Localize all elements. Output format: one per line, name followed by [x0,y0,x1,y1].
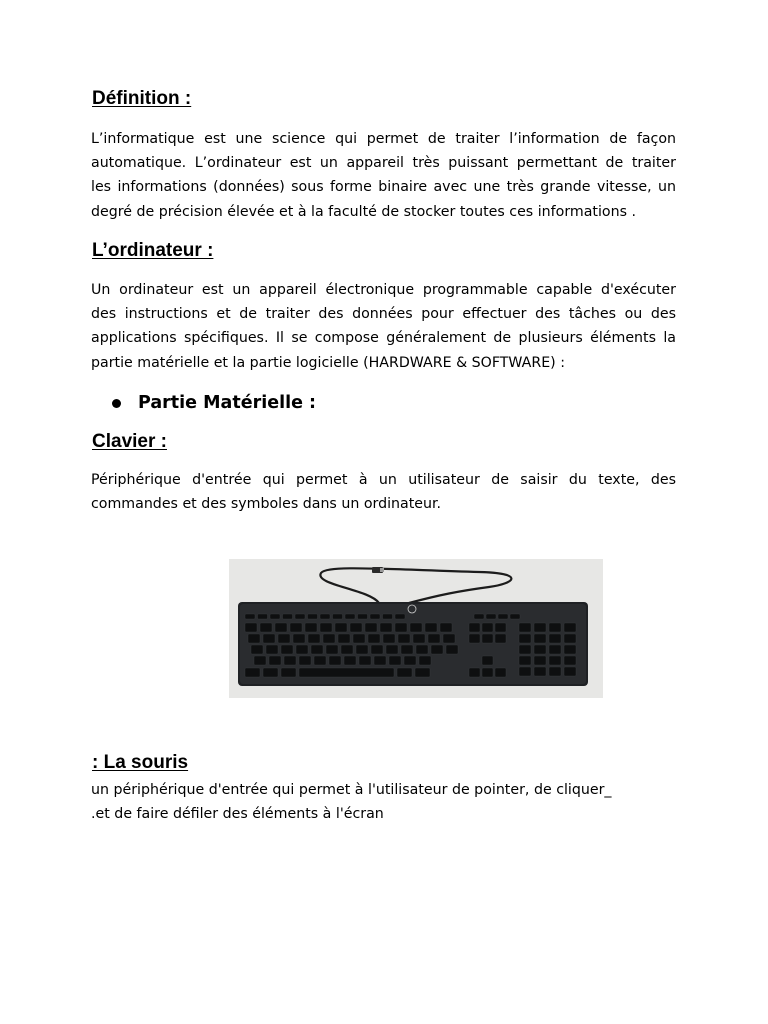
souris-line-1: un périphérique d'entrée qui permet à l'utilisateur de pointer, de cliquer_ [91,782,612,798]
ordinateur-line-2: des instructions et de traiter des données pour effectuer des tâches ou des [91,306,676,323]
keyboard-key [266,645,278,654]
keyboard-key [549,634,561,643]
ordinateur-line-4: partie matérielle et la partie logicielle (HARDWARE & SOFTWARE) : [91,354,565,371]
keyboard-key [333,614,343,619]
clavier-line-1: Périphérique d'entrée qui permet à un utilisateur de saisir du texte, des [91,472,676,488]
keyboard-key [486,614,496,619]
keyboard-key [380,623,392,632]
ordinateur-heading: L’ordinateur : [92,240,214,261]
keyboard-key [290,623,302,632]
keyboard-key [350,623,362,632]
keyboard-key [482,656,493,665]
keyboard-key [353,634,365,643]
keyboard-key [519,634,531,643]
keyboard-key [314,656,326,665]
clavier-heading: Clavier : [92,431,167,452]
keyboard-key [320,614,330,619]
keyboard-key [564,656,576,665]
bullet-dot-icon [112,399,121,408]
keyboard-key [245,668,260,677]
clavier-line-2: commandes et des symboles dans un ordinateur. [91,496,442,513]
keyboard-key [413,634,425,643]
keyboard-key [295,614,305,619]
keyboard-key [395,614,405,619]
keyboard-key [495,623,506,632]
keyboard-key [365,623,377,632]
keyboard-key [358,614,368,619]
keyboard-key [482,634,493,643]
keyboard-key [469,634,480,643]
keyboard-key [401,645,413,654]
keyboard-key [254,656,266,665]
definition-line-4: degré de précision élevée et à la faculté de stocker toutes ces informations . [91,203,637,220]
keyboard-key [245,614,255,619]
keyboard-key [299,656,311,665]
partie-materielle-bullet [112,390,316,416]
keyboard-key [482,623,493,632]
keyboard-key [443,634,455,643]
partie-materielle-label: Partie Matérielle : [138,393,317,413]
keyboard-key [564,667,576,676]
keyboard-key [549,656,561,665]
keyboard-key [534,623,546,632]
keyboard-key [564,623,576,632]
keyboard-key [495,668,506,677]
definition-line-2: automatique. L’ordinateur est un appareil très puissant permettant de traiter [91,155,676,172]
keyboard-key [251,645,263,654]
keyboard-key [258,614,268,619]
keyboard-key [549,623,561,632]
keyboard-key [425,623,437,632]
keyboard-key [495,634,506,643]
definition-line-1: L’informatique est une science qui permet de traiter l’information de façon [91,131,676,147]
keyboard-key [389,656,401,665]
keyboard-key [296,645,308,654]
keyboard-key [284,656,296,665]
keyboard-key [335,623,347,632]
keyboard-key [498,614,508,619]
keyboard-key [469,623,480,632]
keyboard-key [534,667,546,676]
keyboard-key [269,656,281,665]
keyboard-key [395,623,407,632]
keyboard-key [345,614,355,619]
keyboard-key [260,623,272,632]
keyboard-key [371,645,383,654]
keyboard-key [397,668,412,677]
keyboard-key [428,634,440,643]
keyboard-key [510,614,520,619]
keyboard-key [383,614,393,619]
ordinateur-paragraph [91,278,676,375]
keyboard-key [329,656,341,665]
ordinateur-line-1: Un ordinateur est un appareil électronique programmable capable d'exécuter [91,282,676,298]
definition-heading: Définition : [92,88,192,109]
keyboard-key [299,668,394,677]
keyboard-key [404,656,416,665]
keyboard-key [323,634,335,643]
keyboard-key [415,668,430,677]
definition-line-3: les informations (données) sous forme binaire avec une très grande vitesse, un [91,179,676,196]
keyboard-key [308,634,320,643]
keyboard-key [341,645,353,654]
keyboard-key [398,634,410,643]
keyboard-key [311,645,323,654]
keyboard-key [248,634,260,643]
keyboard-key [474,614,484,619]
keyboard-key [549,667,561,676]
souris-paragraph [91,778,612,826]
keyboard-key [344,656,356,665]
keyboard-key [534,634,546,643]
keyboard-key [519,623,531,632]
keyboard-key [440,623,452,632]
souris-heading: : La souris [92,752,189,773]
clavier-paragraph [91,468,676,516]
keyboard-key [338,634,350,643]
keyboard-key [308,614,318,619]
ordinateur-line-3: applications spécifiques. Il se compose généralement de plusieurs éléments la [91,330,676,347]
keyboard-key [469,668,480,677]
keyboard-key [416,645,428,654]
keyboard-key [519,645,531,654]
keyboard-key [245,623,257,632]
keyboard-key [270,614,280,619]
keyboard-key [519,667,531,676]
keyboard-key [293,634,305,643]
keyboard-key [263,634,275,643]
keyboard-key [320,623,332,632]
keyboard-key [534,656,546,665]
keyboard-key [534,645,546,654]
keyboard-key [359,656,371,665]
keyboard-key [283,614,293,619]
keyboard-key [446,645,458,654]
keyboard-key [519,656,531,665]
keyboard-key [281,645,293,654]
keyboard-key [368,634,380,643]
keyboard-key [564,634,576,643]
keyboard-image [229,559,603,698]
keyboard-key [482,668,493,677]
keyboard-key [386,645,398,654]
definition-paragraph [91,127,676,224]
keyboard-key [370,614,380,619]
keyboard-key [431,645,443,654]
keyboard-key [281,668,296,677]
keyboard-key [356,645,368,654]
keyboard-key [549,645,561,654]
keyboard-key [278,634,290,643]
souris-line-2: .et de faire défiler des éléments à l'écran [91,806,384,822]
keyboard-key [263,668,278,677]
keyboard-key [410,623,422,632]
keyboard-key [275,623,287,632]
keyboard-illustration [229,559,603,698]
keyboard-key [305,623,317,632]
keyboard-key [374,656,386,665]
keyboard-key [326,645,338,654]
keyboard-key [419,656,431,665]
keyboard-key [564,645,576,654]
keyboard-key [383,634,395,643]
